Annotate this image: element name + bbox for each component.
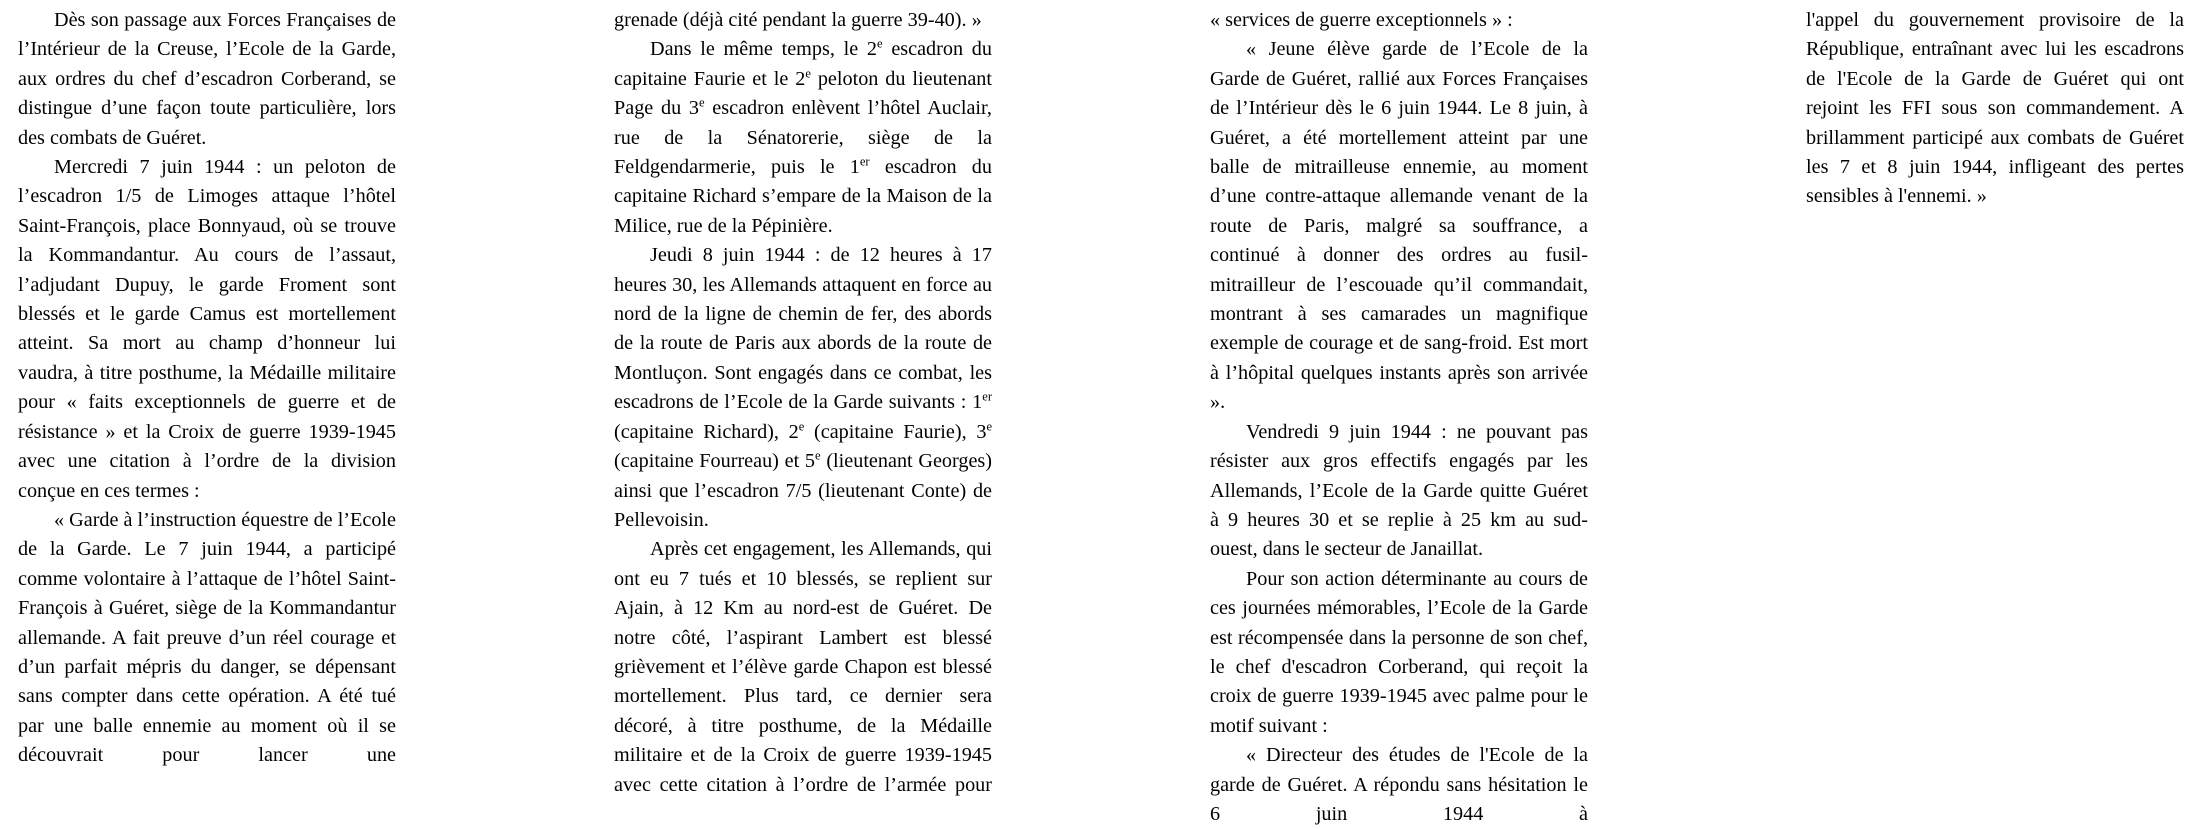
paragraph: Jeudi 8 juin 1944 : de 12 heures à 17 heures 30, les Allemands attaquent en force au nord de la ligne de chemin de fer, des abords de la route de Paris aux abords de la route de Montluçon. Sont engagés dans ce combat, les escadrons de l’Ecole de la Garde suivants : 1er (capitaine Richard), 2e (capitaine Faurie), 3e (capitaine Fourreau) et 5e (lieutenant Georges) ainsi que l’escadron 7/5 (lieutenant Conte) de Pellevoisin.: [614, 244, 992, 531]
paragraph: grenade (déjà cité pendant la guerre 39-40). »: [614, 9, 982, 31]
paragraph: Pour son action déterminante au cours de ces journées mémorables, l’Ecole de la Garde est récompensée dans la personne de son chef, le chef d'escadron Corberand, qui reçoit la croix de guerre 1939-1945 avec palme pour le motif suivant :: [1210, 567, 1588, 737]
paragraph: Dès son passage aux Forces Françaises de l’Intérieur de la Creuse, l’Ecole de la Garde, aux ordres du chef d’escadron Corberand, se distingue d’une façon toute particulière, lors des combats de Guéret.: [18, 9, 396, 149]
text-column-3: [1210, 6, 1588, 829]
text-column-2: [614, 6, 992, 800]
paragraph: « Jeune élève garde de l’Ecole de la Garde de Guéret, rallié aux Forces Françaises de l’Intérieur dès le 6 juin 1944. Le 8 juin, à Guéret, a été mortellement atteint par une balle de mitrailleuse ennemie, au moment d’une contre-attaque allemande venant de la route de Paris, malgré sa souffrance, a continué à donner des ordres au fusil-mitrailleur de l’escouade qu’il commandait, montrant à ses camarades un magnifique exemple de courage et de sang-froid. Est mort à l’hôpital quelques instants après son arrivée ».: [1210, 38, 1588, 414]
paragraph: Vendredi 9 juin 1944 : ne pouvant pas résister aux gros effectifs engagés par les Allemands, l’Ecole de la Garde quitte Guéret à 9 heures 30 et se replie à 25 km au sud-ouest, dans le secteur de Janaillat.: [1210, 420, 1588, 561]
paragraph: « services de guerre exceptionnels » :: [1210, 9, 1513, 31]
paragraph: « Directeur des études de l'Ecole de la garde de Guéret. A répondu sans hésitation le 6 juin 1944 à: [1210, 744, 1588, 825]
paragraph: « Garde à l’instruction équestre de l’Ecole de la Garde. Le 7 juin 1944, a participé comme volontaire à l’attaque de l’hôtel Saint-François à Guéret, siège de la Kommandantur allemande. A fait preuve d’un réel courage et d’un parfait mépris du danger, se dépensant sans compter dans cette opération. A été tué par une balle ennemie au moment où il se découvrait pour lancer une: [18, 508, 396, 767]
paragraph: Dans le même temps, le 2e escadron du capitaine Faurie et le 2e peloton du lieutenant Page du 3e escadron enlèvent l’hôtel Auclair, rue de la Sénatorerie, siège de la Feldgendarmerie, puis le 1er escadron du capitaine Richard s’empare de la Maison de la Milice, rue de la Pépinière.: [614, 36, 992, 237]
paragraph: l'appel du gouvernement provisoire de la République, entraînant avec lui les escadrons de l'Ecole de la Garde de Guéret qui ont rejoint les FFI sous son commandement. A brillamment participé aux combats de Guéret les 7 et 8 juin 1944, infligeant des pertes sensibles à l'ennemi. »: [1806, 9, 2184, 208]
text-column-1: [18, 6, 396, 771]
paragraph: Après cet engagement, les Allemands, qui ont eu 7 tués et 10 blessés, se replient sur Ajain, à 12 Km au nord-est de Guéret. De notre côté, l’aspirant Lambert est blessé grièvement et l’élève garde Chapon est blessé mortellement. Plus tard, ce dernier sera décoré, à titre posthume, de la Médaille militaire et de la Croix de guerre 1939-1945 avec cette citation à l’ordre de l’armée pour: [614, 538, 992, 796]
text-column-4: [1806, 6, 2184, 212]
paragraph: Mercredi 7 juin 1944 : un peloton de l’escadron 1/5 de Limoges attaque l’hôtel Saint-François, place Bonnyaud, où se trouve la Kommandantur. Au cours de l’assaut, l’adjudant Dupuy, le garde Froment sont blessés et le garde Camus est mortellement atteint. Sa mort au champ d’honneur lui vaudra, à titre posthume, la Médaille militaire pour « faits exceptionnels de guerre et de résistance » et la Croix de guerre 1939-1945 avec une citation à l’ordre de la division conçue en ces termes :: [18, 156, 396, 502]
